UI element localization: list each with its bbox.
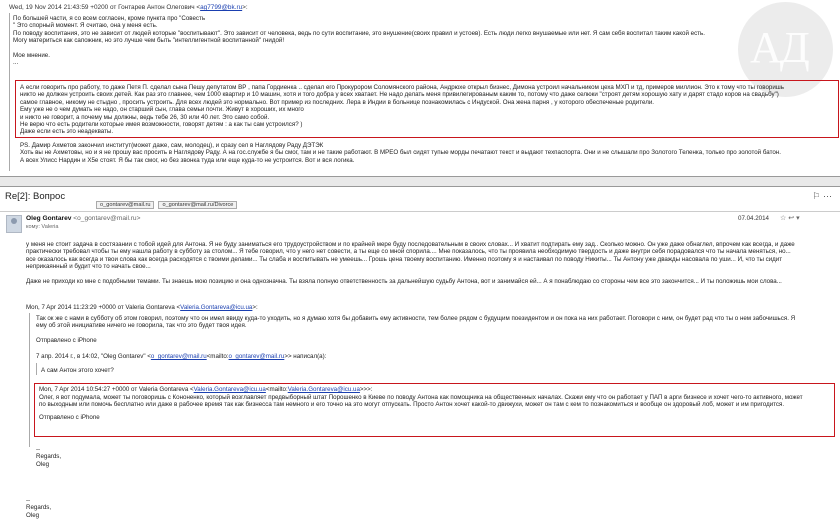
reply-header: 7 апр. 2014 г., в 14:02, "Oleg Gontarev" <o_gontarev@mail.ru<mailto:o_gontarev@mail.ru>> написал(а): xyxy=(36,353,327,360)
quote-bar xyxy=(36,363,37,375)
highlighted-paragraph: А если говорить про работу, то даже Петя П. сделал сына Пешу депутатом ВР , папа Гордиенка .. сделал его Прокурором Соломянского района, Андрюхе открыл бизнес, Димона устроил начальником цеха МХП и тд, примеров миллион. Это к тому что ты говоришь никто не должен устроить своих детей. Как раз это главнее, чем 1000 квартир и 10 машин, хотя и того добра у всех хватает. Не надо делать меня привилегированым каким то, потому что даже селюки "строят детям хорошую хату и дарят стадо коров на свадьбу") самое главное, никому не стыдно , просить устроить. Для всех людей это нормально. Вот пример из последних. Лера в Индии в больнице познакомилась с Индуской. Она жена парня , у которого обеспеченые родители. Ему уже не о чем думать не надо, он старший сын, глава семьи почти. Живут в хороших, их много и никто не говорит, а почему мы должны, ведь тебе 26, 30 или 40 лет. Это само собой. Не верю что есть родители которые имея возможности, говорят детям : а как ты сам устроился? ) Даже если есть это неадекваты. xyxy=(20,84,784,136)
mail-message-panel xyxy=(0,186,840,527)
quote-bar xyxy=(29,313,30,447)
top-email-panel xyxy=(0,0,840,177)
star-icon[interactable]: ☆ xyxy=(780,215,787,222)
sender-email[interactable]: <o_gontarev@mail.ru> xyxy=(73,215,141,222)
message-body: у меня не стоит задача в состязании с тобой идей для Антона. Я не буду заниматься его трудоустройством и по крайней мере буду последовательным в своих словах... И хватит подтирать ему зад.. Сколько можно. Он уже даже обнаглел, впрочем как всегда, и даже практически требовал чтобы ты ему нашла работу в субботу за столом... Я тебе говорил, что у него нет совести, а ты еще со мной спорила.... Мне показалось, что ты проявила необходимую твердость и даже внутри себя порадовался что ты начала меняться, но... все оказалось как всегда и твои слова как всегда расходятся с твоими делами... Ты слаба и воспитывать не умеешь... Грошь цена твоему воспитанию. Именно поэтому я и настаивал по поводу Никиты... Ты Антону уже дважды насовала по уши... И, что ты сидит неприкаянный и будит что то начать свое... Даже не приходи ко мне с подобными темами. Ты знаешь мою позицию и она однозначна. Ты взяла полную ответственность за дальнейшую судьбу Антона, вот и занимайся ей... А я понаблюдаю со стороны чем все это закончится... И ты положишь мои слова... xyxy=(26,241,795,286)
short-question: А сам Антон этого хочет? xyxy=(41,367,114,374)
quoted-header: Mon, 7 Apr 2014 11:23:29 +0000 от Valeria Gontareva <Valeria.Gontareva@icu.ua>: xyxy=(26,304,258,311)
quoted-body: Так ок же с нами в субботу об этом говорил, поэтому что он имел ввиду куда-то уходить, но я думаю хотя бы добавить ему активности, тем более рядом с будущим поезидентом и он пока на них работает. Поговори с ним, он будет рад что ты о нем забочишься. Я ему об этой инициативе ничего не говорила, так что это будет твоя идея. xyxy=(36,315,796,330)
sender-name[interactable]: Oleg Gontarev xyxy=(26,215,72,222)
sender-email-link[interactable]: ag7799@bk.ru xyxy=(200,4,243,11)
folder-tag[interactable]: o_gontarev@mail.ru xyxy=(96,201,154,209)
message-subject: Re[2]: Вопрос xyxy=(5,191,66,202)
message-actions xyxy=(780,214,800,222)
boxed-sent-from: Отправлено с iPhone xyxy=(39,414,100,421)
boxed-body: Олег, я вот подумала, может ты поговоришь с Кононенко, который возглавляет предвыборный штат Порошенко в Киеве по поводу Антона как помощника на общественных началах. Скажи ему что он работает у ПАП в арги бизнесе и хочет чего-то активного, может по выходным или помочь бесплатно или даже в рабочее время так как бизнесса там немного и его точно на это могут отпускать. Просто Антон хочет какой-то движухи, может он там с кем то познакомиться и вообще он здоровый лоб, может и им пригодится. xyxy=(39,394,803,409)
sent-from-iphone: Отправлено с iPhone xyxy=(36,337,97,344)
boxed-header: Mon, 7 Apr 2014 10:54:27 +0000 от Valeria Gontareva <Valeria.Gontareva@icu.ua<mailto:Valeria.Gontareva@icu.ua>>>: xyxy=(39,386,373,393)
message-date: 07.04.2014 xyxy=(738,215,769,222)
tag-icon[interactable]: ⚐ xyxy=(812,191,821,201)
dropdown-icon[interactable]: ▾ xyxy=(796,215,800,222)
signature: -- Regards, Oleg xyxy=(26,497,52,519)
top-quote-text: По большей части, я со всем согласен, кроме пункта про "Совесть " Это спорный момент. Я считаю, она у меня есть. По поводу воспитания, это не зависит от людей которые "воспитывают". Это зависит от человека, ведь по сути воспитание, это внушение(своих правил и устоев). Есть люди легко внушаемые или нет. Я сам себя воспитал таким какой есть. Могу материться как сапожник, но это лучше чем быть "интеллигентной воспитанной" гнидой! Мое мнение. ... xyxy=(13,15,705,67)
ps-paragraph: PS. Дамир Ахметов закончил институт(может даже, сам, молодец), и сразу сел в Наглядову Раду ДЭТЭК Хоть вы не Ахметовы, но и я не прошу вас просить в Наглядову Раду. А на гос.службе я бы смог, там и не такие работают. В МРЕО был сидят тупые морды печатают текст и выдают техпаспорта. Они и не слышали про Золотого Теленка, только про золотой батон. А всех Улисс Нардин и Х5е стоят. Я бы так смог, но без звонка туда или еще куда-то не устроится. Вот и вся логика. xyxy=(20,142,781,164)
signature-inner: -- Regards, Oleg xyxy=(36,446,62,468)
recipient-line[interactable]: кому: Valeria xyxy=(26,224,59,230)
tags-row xyxy=(96,201,237,209)
subject-toolbar xyxy=(812,191,832,202)
sender-line xyxy=(26,215,140,222)
folder-tag[interactable]: o_gontarev@mail.ru/Divorce xyxy=(158,201,237,209)
top-email-header: Wed, 19 Nov 2014 21:43:59 +0200 от Гонтарев Антон Олегович <ag7799@bk.ru>: xyxy=(9,4,248,11)
divider xyxy=(0,211,840,212)
quote-bar xyxy=(9,13,10,171)
more-icon[interactable]: ⋯ xyxy=(823,191,832,201)
avatar xyxy=(6,215,22,233)
reply-icon[interactable]: ↩ xyxy=(788,215,795,222)
watermark-logo: АД xyxy=(738,2,833,97)
